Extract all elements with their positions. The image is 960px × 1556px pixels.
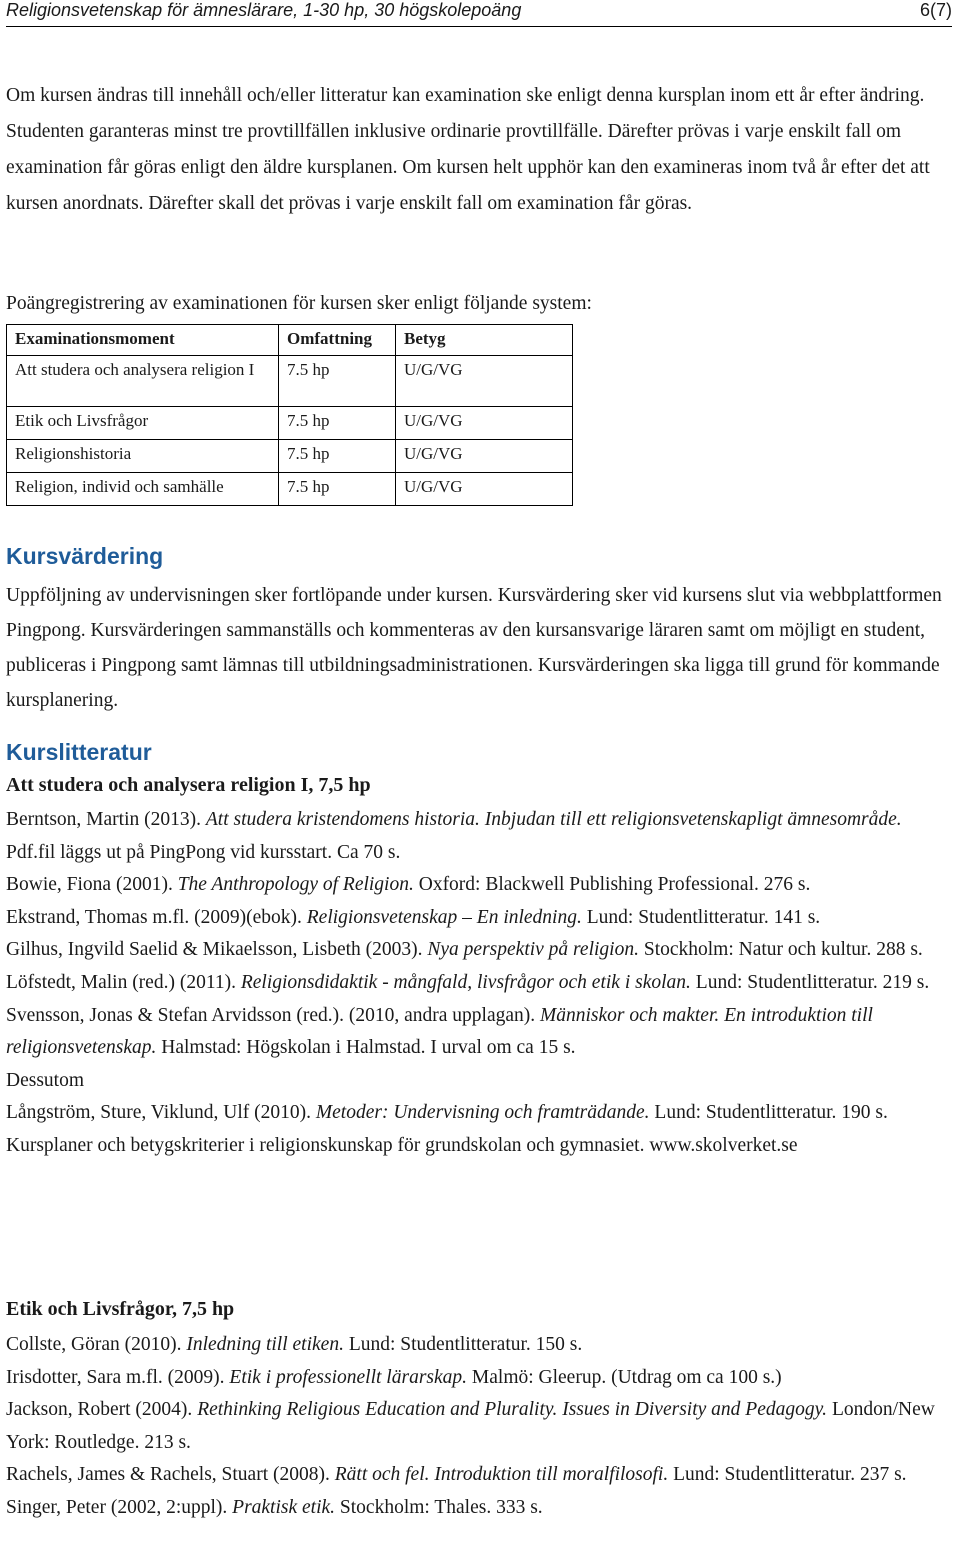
table-cell: 7.5 hp — [279, 440, 396, 473]
reference-author: Rachels, James & Rachels, Stuart (2008). — [6, 1464, 335, 1486]
reference-item — [6, 934, 954, 967]
table-header: Examinationsmoment — [7, 325, 279, 356]
reference-author: Svensson, Jonas & Stefan Arvidsson (red.). (2010, andra upplagan). — [6, 1004, 540, 1026]
reference-title: Religionsdidaktik - mångfald, livsfrågor och etik i skolan. — [240, 971, 691, 993]
table-cell: 7.5 hp — [279, 356, 396, 407]
reference-title: Människor och makter. En introduktion till religionsvetenskap. — [6, 1004, 873, 1059]
reference-author: Bowie, Fiona (2001). — [6, 874, 178, 896]
reference-item — [6, 967, 954, 1000]
reference-item — [6, 1329, 954, 1362]
kurslitteratur-heading: Kurslitteratur — [6, 739, 152, 765]
kursvardering-text: Uppföljning av undervisningen sker fortlöpande under kursen. Kursvärdering sker vid kursens slut via webbplattformen Pingpong. Kursvärderingen sammanställs och kommenteras av den kursansvarige läraren samt om möjligt en student, publiceras i Pingpong samt lämnas till utbildningsadministrationen. Kursvärderingen ska ligga till grund för kommande kursplanering. — [6, 585, 942, 711]
reference-author: Löfstedt, Malin (red.) (2011). — [6, 971, 241, 993]
page-number: 6(7) — [919, 0, 952, 20]
reference-title: Rethinking Religious Education and Plurality. Issues in Diversity and Pedagogy. — [197, 1399, 828, 1421]
reference-item — [6, 1459, 954, 1492]
reference-list-1 — [6, 804, 954, 1163]
section-heading-2: Etik och Livsfrågor, 7,5 hp — [6, 1298, 235, 1320]
reference-author: Irisdotter, Sara m.fl. (2009). — [6, 1366, 230, 1388]
reference-title: Metoder: Undervisning och framträdande. — [315, 1102, 650, 1124]
reference-publisher: London/New York: Routledge. 213 s. — [6, 1399, 935, 1453]
reference-publisher: Halmstad: Högskolan i Halmstad. I urval om ca 15 s. — [156, 1037, 576, 1059]
reference-publisher: Lund: Studentlitteratur. 219 s. — [690, 971, 930, 993]
reference-publisher: Lund: Studentlitteratur. 190 s. — [649, 1102, 888, 1124]
table-row — [7, 473, 573, 506]
reference-publisher: Stockholm: Thales. 333 s. — [335, 1496, 543, 1518]
table-header-row — [7, 325, 573, 356]
reference-author: Berntson, Martin (2013). — [6, 809, 206, 830]
reference-title: The Anthropology of Religion. — [177, 874, 414, 896]
reference-list-2 — [6, 1329, 954, 1525]
reference-publisher: Lund: Studentlitteratur. 150 s. — [343, 1334, 583, 1355]
table-cell: U/G/VG — [396, 440, 573, 473]
table-cell: U/G/VG — [396, 473, 573, 506]
reference-author: Collste, Göran (2010). — [6, 1334, 187, 1355]
reference-title: Inledning till etiken. — [186, 1334, 344, 1355]
table-cell: 7.5 hp — [279, 473, 396, 506]
reference-item — [6, 869, 954, 902]
reference-publisher: Lund: Studentlitteratur. 141 s. — [581, 906, 821, 928]
reference-publisher: Malmö: Gleerup. (Utdrag om ca 100 s.) — [467, 1366, 782, 1388]
reference-publisher: Oxford: Blackwell Publishing Professional. 276 s. — [413, 874, 811, 896]
table-cell: Att studera och analysera religion I — [7, 356, 279, 407]
table-header: Omfattning — [279, 325, 396, 356]
section-heading-1: Att studera och analysera religion I, 7,5 hp — [6, 774, 371, 796]
reference-author: Dessutom — [6, 1069, 84, 1091]
intro-paragraph: Om kursen ändras till innehåll och/eller litteratur kan examination ske enligt denna kursplan inom ett år efter ändring. Studenten garanteras minst tre provtillfällen inklusive ordinarie provtillfälle. Därefter prövas i varje enskilt fall om examination får göras enligt den äldre kursplanen. Om kursen helt upphör kan den examineras inom två år efter det att kursen anordnats. Därefter skall det prövas i varje enskilt fall om examination får göras. — [6, 85, 930, 214]
reference-item — [6, 804, 954, 869]
reference-author: Gilhus, Ingvild Saelid & Mikaelsson, Lisbeth (2003). — [6, 939, 428, 961]
page-header — [6, 0, 952, 27]
table-cell: Religionshistoria — [7, 440, 279, 473]
reference-author: Singer, Peter (2002, 2:uppl). — [6, 1496, 233, 1518]
table-header: Betyg — [396, 325, 573, 356]
reference-author: Jackson, Robert (2004). — [6, 1399, 198, 1421]
table-cell: U/G/VG — [396, 356, 573, 407]
reference-title: Nya perspektiv på religion. — [427, 939, 639, 961]
reference-author: Kursplaner och betygskriterier i religionskunskap för grundskolan och gymnasiet. www.skolverket.se — [6, 1134, 798, 1156]
reference-title: Att studera kristendomens historia. Inbjudan till ett religionsvetenskapligt ämnesområde. — [205, 809, 902, 830]
table-cell: 7.5 hp — [279, 407, 396, 440]
kursvardering-heading: Kursvärdering — [6, 543, 164, 569]
reference-item — [6, 902, 954, 935]
reference-title: Rätt och fel. Introduktion till moralfilosofi. — [334, 1464, 669, 1486]
reference-item — [6, 1130, 954, 1163]
table-cell: Religion, individ och samhälle — [7, 473, 279, 506]
reference-title: Praktisk etik. — [232, 1496, 336, 1518]
grading-table — [6, 324, 573, 506]
reference-author: Långström, Sture, Viklund, Ulf (2010). — [6, 1102, 316, 1124]
table-row — [7, 407, 573, 440]
reference-item — [6, 1394, 954, 1459]
reference-publisher: Lund: Studentlitteratur. 237 s. — [668, 1464, 907, 1486]
reference-item — [6, 1000, 954, 1065]
reference-title: Etik i professionellt lärarskap. — [229, 1366, 468, 1388]
table-cell: Etik och Livsfrågor — [7, 407, 279, 440]
reference-publisher: Pdf.fil läggs ut på PingPong vid kursstart. Ca 70 s. — [6, 841, 401, 863]
reference-item — [6, 1065, 954, 1098]
reference-title: Religionsvetenskap – En inledning. — [306, 906, 582, 928]
table-row — [7, 356, 573, 407]
reference-publisher: Stockholm: Natur och kultur. 288 s. — [638, 939, 923, 961]
reference-item — [6, 1492, 954, 1525]
reference-author: Ekstrand, Thomas m.fl. (2009)(ebok). — [6, 906, 307, 928]
table-cell: U/G/VG — [396, 407, 573, 440]
table-intro: Poängregistrering av examinationen för kursen sker enligt följande system: — [6, 293, 592, 314]
reference-item — [6, 1097, 954, 1130]
table-row — [7, 440, 573, 473]
reference-item — [6, 1362, 954, 1395]
document-title: Religionsvetenskap för ämneslärare, 1-30 hp, 30 högskolepoäng — [6, 0, 522, 20]
